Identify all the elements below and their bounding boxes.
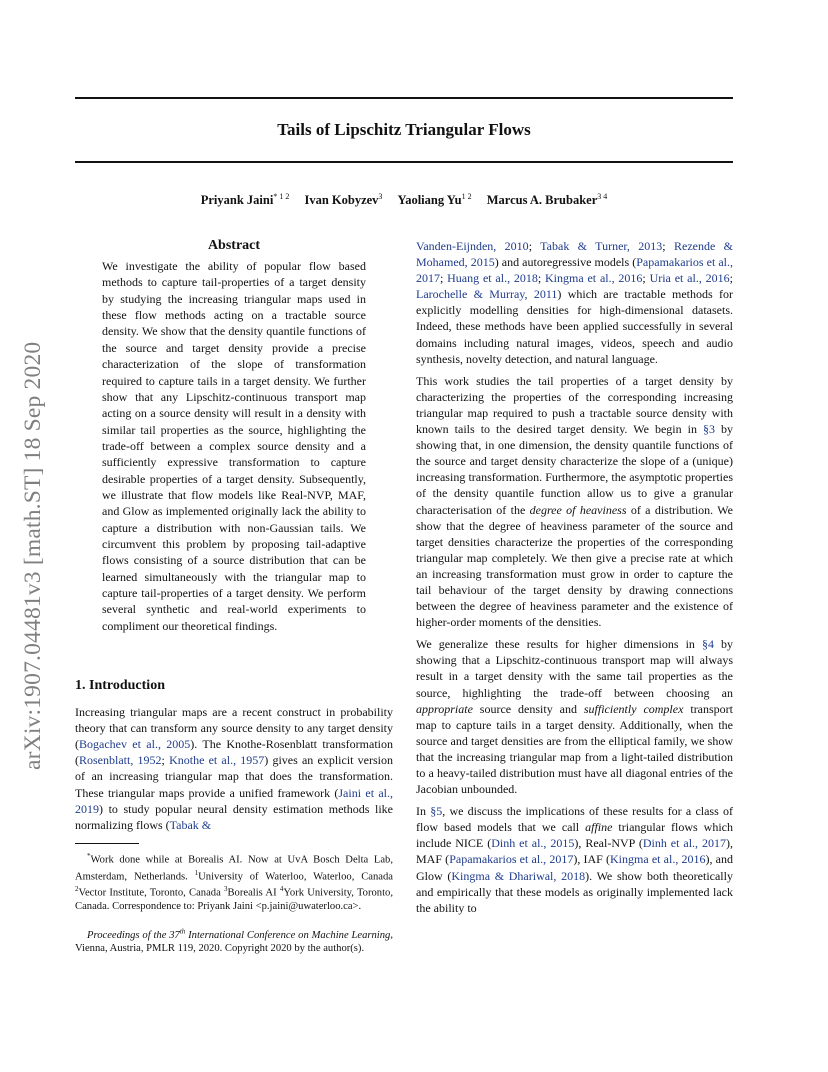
left-column: [75, 238, 393, 967]
footnote-rule: [75, 843, 139, 844]
citation-link[interactable]: Huang et al., 2018: [447, 271, 538, 286]
footnote-affiliations: *Work done while at Borealis AI. Now at UvA Bosch Delta Lab, Amsterdam, Netherlands. $^1$University of Waterloo, Waterloo, Canada $^2$Vector Institute, Toronto, Canada $^3$Borealis AI $^4$York University, Toronto, Canada. Correspondence to: Priyank Jaini <p.jaini@uwaterloo.ca>.: [75, 851, 393, 913]
citation-link[interactable]: Tabak &: [169, 817, 212, 832]
author-list: [75, 192, 733, 208]
citation-link[interactable]: Bogachev et al., 2005: [79, 737, 191, 752]
title-bottom-rule: [75, 161, 733, 163]
citation-link[interactable]: Kingma et al., 2016: [545, 271, 643, 286]
right-paragraph-1: Vanden-Eijnden, 2010; Tabak & Turner, 2013; Rezende & Mohamed, 2015) and autoregressive models (Papamakarios et al., 2017; Huang et al., 2018; Kingma et al., 2016; Uria et al., 2016; Larochelle & Murray, 2011) which are tractable methods for explicitly modelling densities for high-dimensional datasets. Indeed, these methods have been applied successfully in several domains including natural images, videos, speech and audio synthesis, novelty detection, and natural language.: [416, 239, 733, 366]
paper-title: Tails of Lipschitz Triangular Flows: [277, 120, 531, 139]
citation-link[interactable]: Jaini et al., 2019: [75, 785, 393, 816]
citation-link[interactable]: Dinh et al., 2017: [642, 836, 726, 851]
abstract-heading: Abstract: [207, 238, 261, 253]
section-heading-introduction: 1. Introduction: [75, 678, 165, 693]
footnote-proceedings: Proceedings of the 37th International Conference on Machine Learning, Vienna, Austria, PMLR 119, 2020. Copyright 2020 by the author(s).: [75, 927, 393, 954]
author-3: Yaoliang $Yu^{1 2}$: [397, 192, 472, 208]
top-rule: [75, 97, 733, 99]
citation-link[interactable]: Dinh et al., 2015: [491, 836, 575, 851]
citation-link[interactable]: Knothe et al., 1957: [169, 753, 265, 768]
citation-link[interactable]: Rezende & Mohamed, 2015: [416, 239, 733, 270]
section-ref-link[interactable]: §4: [701, 637, 714, 652]
author-1: Priyank Jaini$^{* 1 2}$: [200, 192, 290, 208]
citation-link[interactable]: Rosenblatt, 1952: [79, 753, 162, 768]
right-paragraph-2: This work studies the tail properties of a target density by characterizing the properties of the corresponding increasing triangular map required to push a tractable source density with known tails to the desired target density. We begin in §3 by showing that, in one dimension, the density quantile functions of the source and target density characterize the slope of a (unique) increasing transformation. Furthermore, the asymptotic properties of the density quantile function allow us to give a granular characterisation of the degree of heaviness of a distribution. We show that the degree of heaviness parameter of the source and target densities characterize the properties of the corresponding triangular map completely. We then give a precise rate at which an increasing transformation must grow in order to capture the tail behaviour of the target density by drawing connections between the degree of heaviness parameter and the existence of higher-order moments of the densities.: [416, 373, 734, 630]
section-ref-link[interactable]: §5: [430, 804, 443, 819]
citation-link[interactable]: Tabak & Turner, 2013: [540, 239, 663, 253]
arxiv-sidebar-stamp: arXiv:1907.04481v3 [math.ST] 18 Sep 2020: [20, 341, 46, 770]
section-ref-link[interactable]: §3: [702, 422, 715, 437]
author-2: Ivan Kobyzev$^3$: [304, 192, 383, 208]
citation-link[interactable]: Kingma & Dhariwal, 2018: [451, 868, 586, 883]
citation-link[interactable]: Vanden-Eijnden, 2010: [416, 239, 529, 253]
abstract-text: We investigate the ability of popular flow based methods to capture tail-properties of a target density by studying the increasing triangular maps used in these flow methods acting on a tractable source density. We show that the density quantile functions of the source and target density provide a precise characterization of the slope of transformation required to capture tails in a target density. We further show that any Lipschitz-continuous transport map acting on a source density will result in a density with similar tail properties as the source, highlighting the trade-off between a complex source density and a sufficiently expressive transformation to capture desirable properties of a target density. Subsequently, we illustrate that flow models like Real-NVP, MAF, and Glow as implemented originally lack the ability to capture a distribution with non-Gaussian tails. We circumvent this problem by proposing tail-adaptive flows consisting of a source distribution that can be learned simultaneously with the triangular map to capture tail-properties of a target density. We perform several synthetic and real-world experiments to compliment our theoretical findings.: [102, 259, 366, 633]
right-paragraph-3: We generalize these results for higher dimensions in §4 by showing that a Lipschitz-continuous transport map will always result in a target density with the same tail properties as the source, highlighting the trade-off between choosing an appropriate source density and sufficiently complex transport map to capture tails in a target density. Additionally, when the source and target densities are from the elliptical family, we show that the increasing triangular map from a light-tailed distribution to a heavy-tailed distribution must have all diagonal entries of the Jacobian unbounded.: [416, 637, 734, 797]
footnotes: [75, 850, 393, 955]
citation-link[interactable]: Papamakarios et al., 2017: [416, 255, 733, 286]
right-paragraph-4: In §5, we discuss the implications of these results for a class of flow based models that we call affine triangular flows which include NICE (Dinh et al., 2015), Real-NVP (Dinh et al., 2017), MAF (Papamakarios et al., 2017), IAF (Kingma et al., 2016), and Glow (Kingma & Dhariwal, 2018). We show both theoretically and empirically that these models as originally implemented lack the ability to: [416, 804, 734, 915]
citation-link[interactable]: Kingma et al., 2016: [610, 852, 706, 867]
right-column: [416, 238, 733, 922]
intro-paragraph-1: Increasing triangular maps are a recent construct in probability theory that can transform any source density to any target density (Bogachev et al., 2005). The Knothe-Rosenblatt transformation (Rosenblatt, 1952; Knothe et al., 1957) gives an explicit version of an increasing triangular map that does the transformation. These triangular maps provide a unified framework (Jaini et al., 2019) to study popular neural density estimation methods like normalizing flows (Tabak &: [75, 705, 394, 832]
author-4: Marcus A. Brubaker$^{3 4}$: [486, 192, 608, 208]
citation-link[interactable]: Larochelle & Murray, 2011: [416, 287, 558, 302]
citation-link[interactable]: Uria et al., 2016: [649, 271, 730, 286]
citation-link[interactable]: Papamakarios et al., 2017: [449, 852, 574, 867]
